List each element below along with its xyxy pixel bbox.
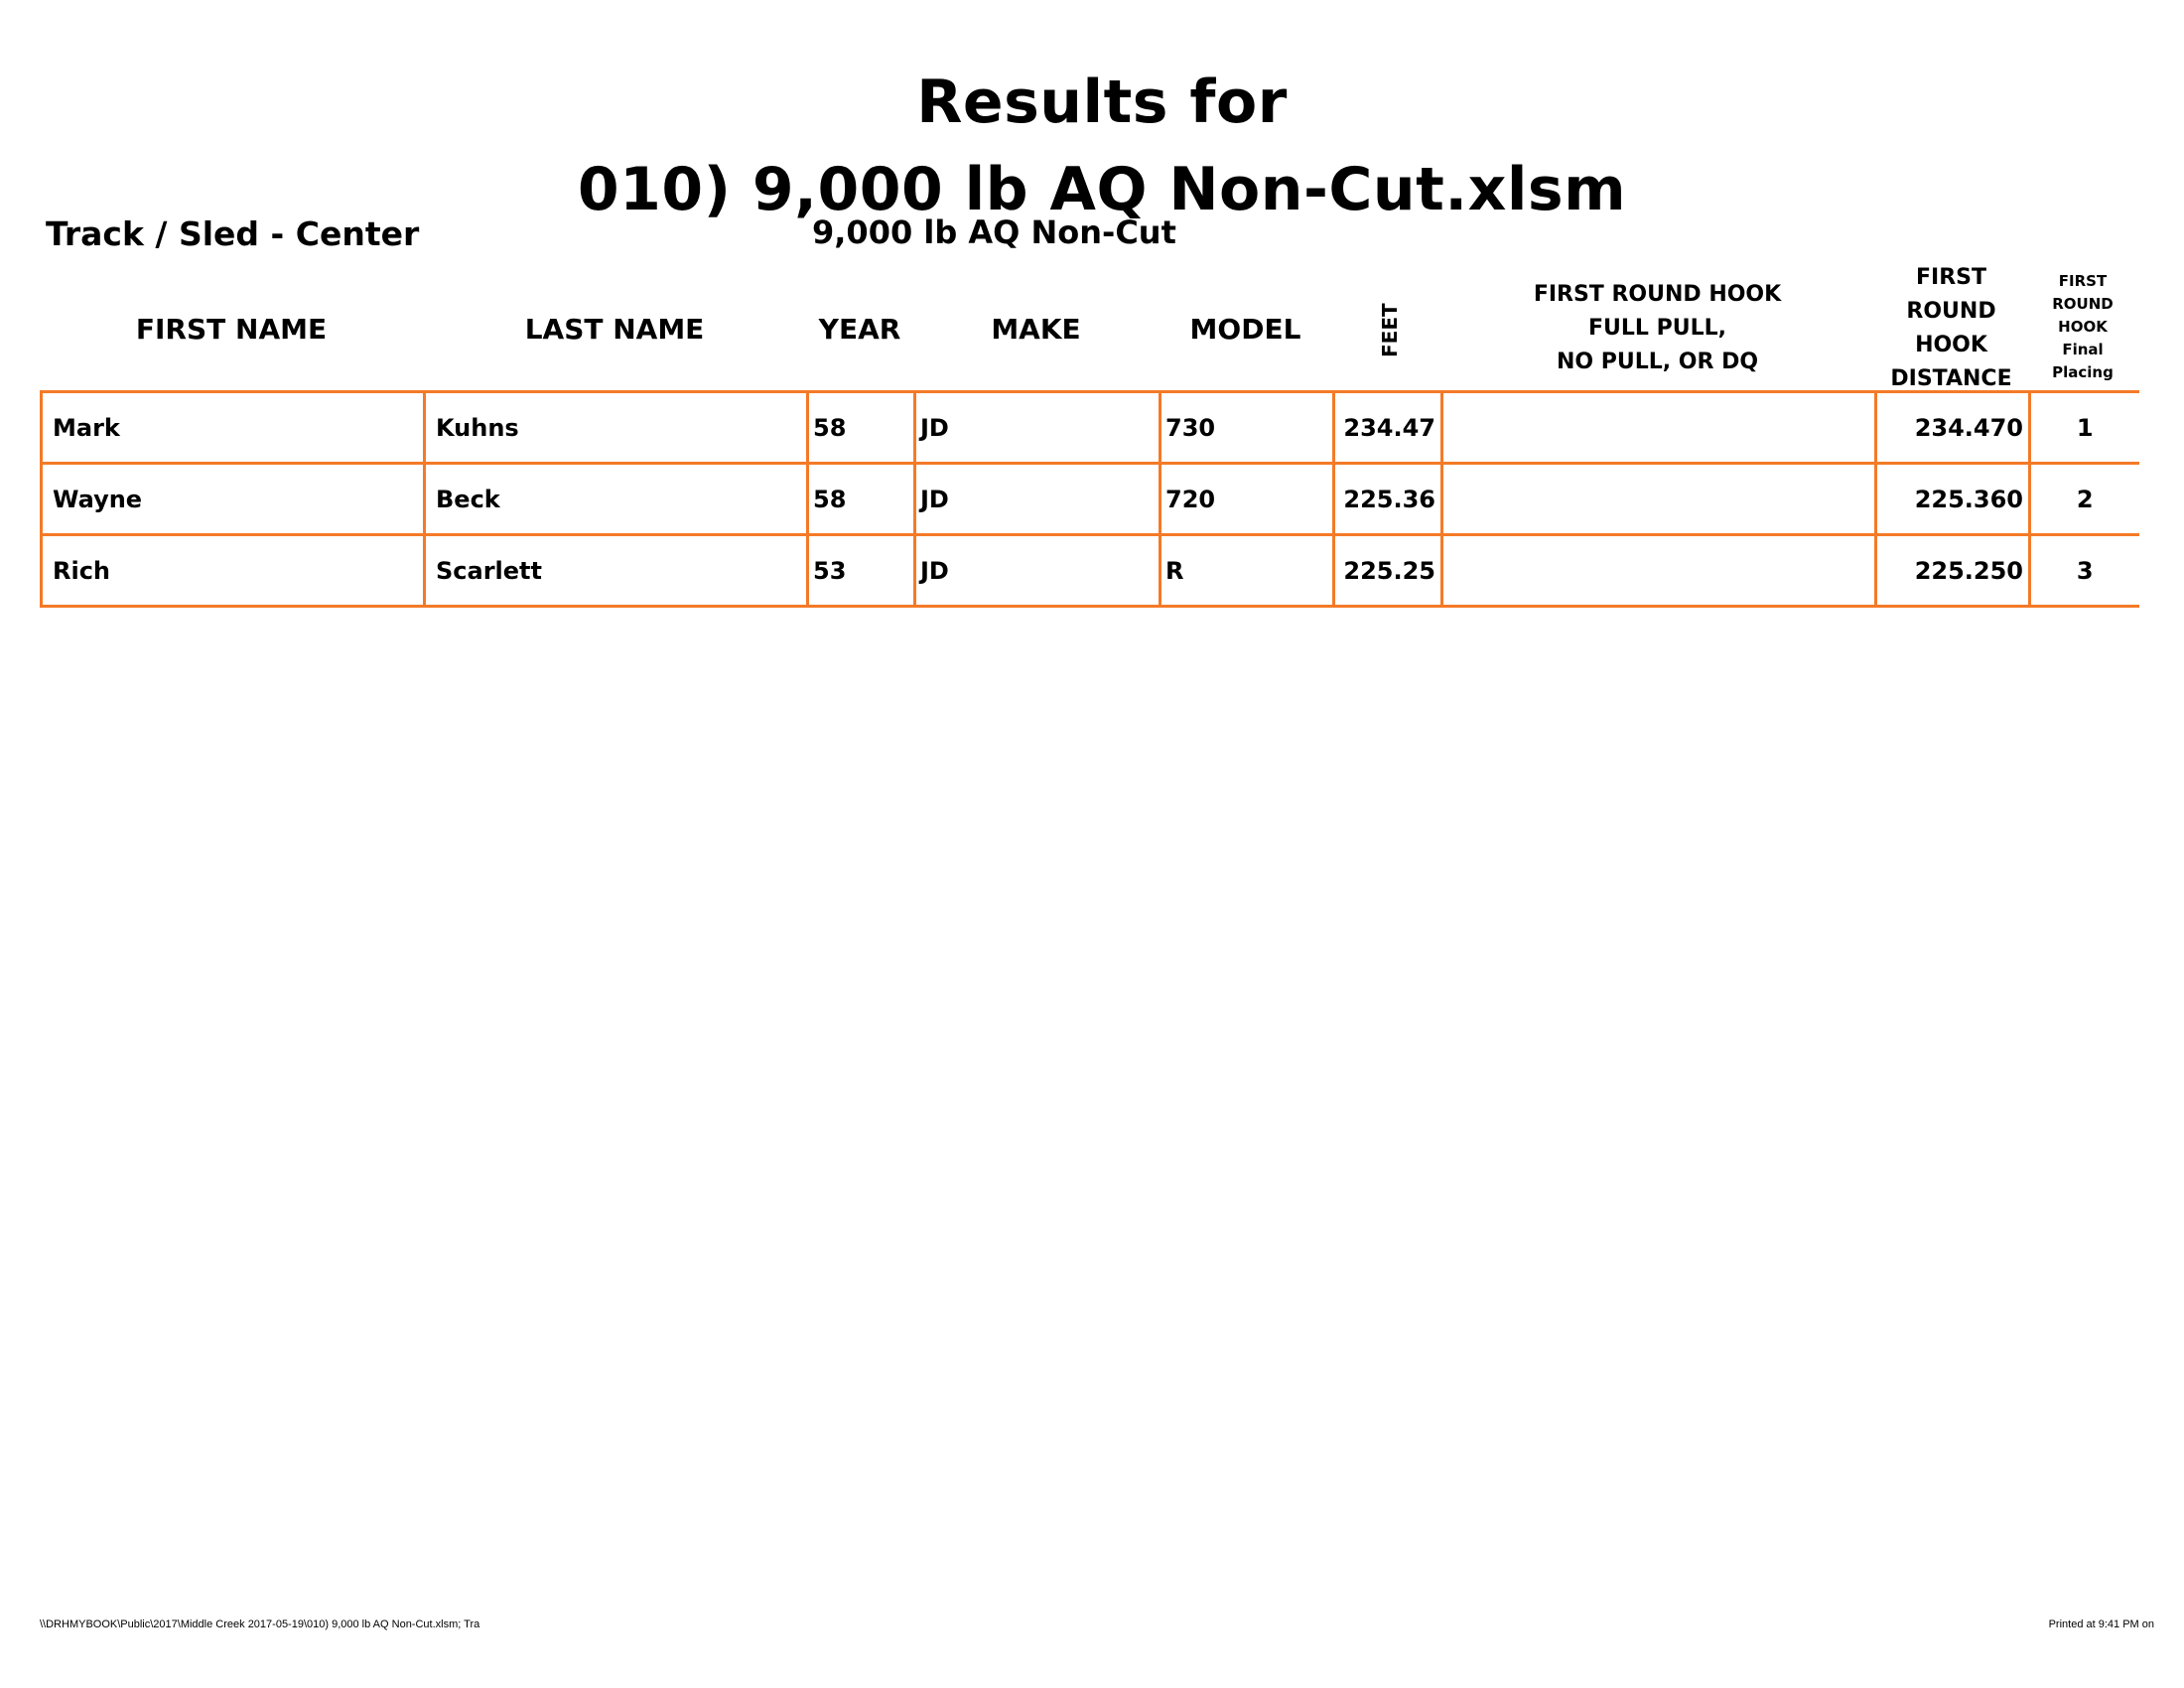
header-year: YEAR	[818, 313, 901, 346]
cell-placing: 1	[2030, 392, 2139, 464]
cell-hook-status	[1442, 392, 1876, 464]
cell-feet: 225.36	[1334, 464, 1442, 535]
cell-model: R	[1160, 535, 1334, 607]
cell-year: 58	[808, 464, 915, 535]
header-hook-distance-line-4: DISTANCE	[1890, 366, 2012, 391]
header-hook-status	[1440, 278, 1874, 379]
footer-printed-at: Printed at 9:41 PM on	[2048, 1618, 2154, 1630]
footer-file-path: \\DRHMYBOOK\Public\2017\Middle Creek 2017-05-19\010) 9,000 lb AQ Non-Cut.xlsm; Tra	[40, 1618, 480, 1630]
page-title-line-1: Results for	[916, 68, 1288, 137]
cell-make: JD	[915, 535, 1160, 607]
header-feet: FEET	[1378, 303, 1402, 357]
header-final-placing	[2028, 270, 2137, 384]
cell-first-name: Wayne	[42, 464, 425, 535]
results-table	[40, 390, 2139, 608]
header-make: MAKE	[991, 313, 1081, 346]
header-hook-distance	[1874, 261, 2028, 396]
cell-distance: 225.360	[1876, 464, 2030, 535]
page-title-line-2: 010) 9,000 lb AQ Non-Cut.xlsm	[577, 155, 1627, 224]
header-hook-distance-line-3: HOOK	[1915, 333, 1987, 357]
cell-last-name: Beck	[425, 464, 808, 535]
cell-first-name: Mark	[42, 392, 425, 464]
table-row	[42, 535, 2139, 607]
cell-hook-status	[1442, 535, 1876, 607]
header-model: MODEL	[1189, 313, 1301, 346]
header-hook-status-line-1: FIRST ROUND HOOK	[1533, 282, 1782, 307]
cell-feet: 234.47	[1334, 392, 1442, 464]
header-hook-distance-line-2: ROUND	[1906, 299, 1996, 324]
cell-feet: 225.25	[1334, 535, 1442, 607]
cell-placing: 3	[2030, 535, 2139, 607]
cell-year: 53	[808, 535, 915, 607]
header-first-name: FIRST NAME	[135, 313, 328, 346]
header-last-name: LAST NAME	[524, 313, 705, 346]
header-final-placing-line-1: FIRST	[2058, 272, 2108, 290]
header-final-placing-line-2: ROUND	[2052, 295, 2114, 313]
header-hook-distance-line-1: FIRST	[1915, 265, 1986, 290]
class-label: 9,000 lb AQ Non-Cut	[812, 213, 1176, 251]
header-final-placing-line-3: HOOK	[2058, 318, 2108, 336]
cell-placing: 2	[2030, 464, 2139, 535]
cell-last-name: Scarlett	[425, 535, 808, 607]
cell-first-name: Rich	[42, 535, 425, 607]
table-row	[42, 464, 2139, 535]
header-hook-status-line-2: FULL PULL,	[1588, 316, 1726, 341]
cell-hook-status	[1442, 464, 1876, 535]
cell-model: 720	[1160, 464, 1334, 535]
cell-last-name: Kuhns	[425, 392, 808, 464]
cell-distance: 225.250	[1876, 535, 2030, 607]
header-final-placing-line-5: Placing	[2052, 363, 2114, 381]
cell-make: JD	[915, 392, 1160, 464]
cell-distance: 234.470	[1876, 392, 2030, 464]
cell-make: JD	[915, 464, 1160, 535]
track-sled-label: Track / Sled - Center	[46, 214, 420, 253]
cell-model: 730	[1160, 392, 1334, 464]
table-row	[42, 392, 2139, 464]
header-hook-status-line-3: NO PULL, OR DQ	[1556, 350, 1759, 374]
cell-year: 58	[808, 392, 915, 464]
header-final-placing-line-4: Final	[2062, 341, 2104, 358]
